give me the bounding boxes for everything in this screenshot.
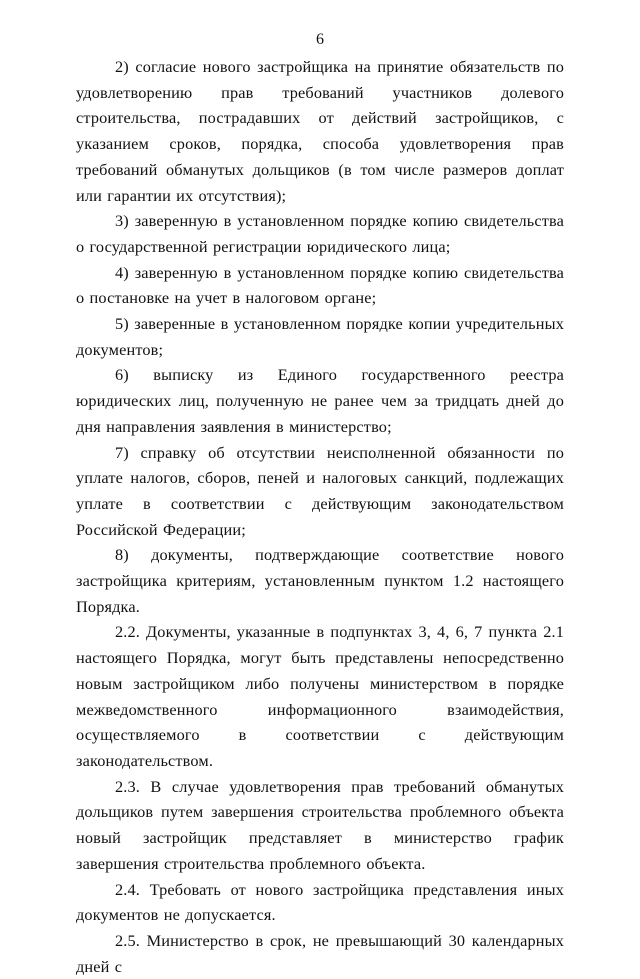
paragraph-item-2: 2) согласие нового застройщика на принятие обязательств по удовлетворению прав требований участников долевого строительства, пострадавших от действий застройщиков, с указанием сроков, порядка, способа удовлетворения прав требований обманутых дольщиков (в том числе размеров доплат или гарантии их отсутствия); xyxy=(76,57,564,205)
paragraph-clause-2-5: 2.5. Министерство в срок, не превышающий 30 календарных дней с xyxy=(76,930,564,976)
page-number: 6 xyxy=(316,31,324,48)
paragraph-item-5: 5) заверенные в установленном порядке копии учредительных документов; xyxy=(76,314,564,359)
paragraph-item-3: 3) заверенную в установленном порядке копию свидетельства о государственной регистрации юридического лица; xyxy=(76,211,564,256)
paragraph-item-6: 6) выписку из Единого государственного реестра юридических лиц, полученную не ранее чем за тридцать дней до дня направления заявления в министерство; xyxy=(76,365,564,436)
paragraph-item-8: 8) документы, подтверждающие соответствие нового застройщика критериям, установленным пунктом 1.2 настоящего Порядка. xyxy=(76,545,564,616)
paragraph-item-7: 7) справку об отсутствии неисполненной обязанности по уплате налогов, сборов, пеней и налоговых санкций, подлежащих уплате в соответствии с действующим законодательством Российской Федерации; xyxy=(76,442,564,539)
paragraph-clause-2-3: 2.3. В случае удовлетворения прав требований обманутых дольщиков путем завершения строительства проблемного объекта новый застройщик представляет в министерство график завершения строительства проблемного объекта. xyxy=(76,776,564,873)
paragraph-clause-2-4: 2.4. Требовать от нового застройщика представления иных документов не допускается. xyxy=(76,879,564,925)
paragraph-clause-2-2: 2.2. Документы, указанные в подпунктах 3, 4, 6, 7 пункта 2.1 настоящего Порядка, могут быть представлены непосредственно новым застройщиком либо получены министерством в порядке межведомственного информационного взаимодействия, осуществляемого в соответствии с действующим законодательством. xyxy=(76,622,564,770)
paragraph-item-4: 4) заверенную в установленном порядке копию свидетельства о постановке на учет в налоговом органе; xyxy=(76,262,564,308)
document-body xyxy=(76,54,564,979)
